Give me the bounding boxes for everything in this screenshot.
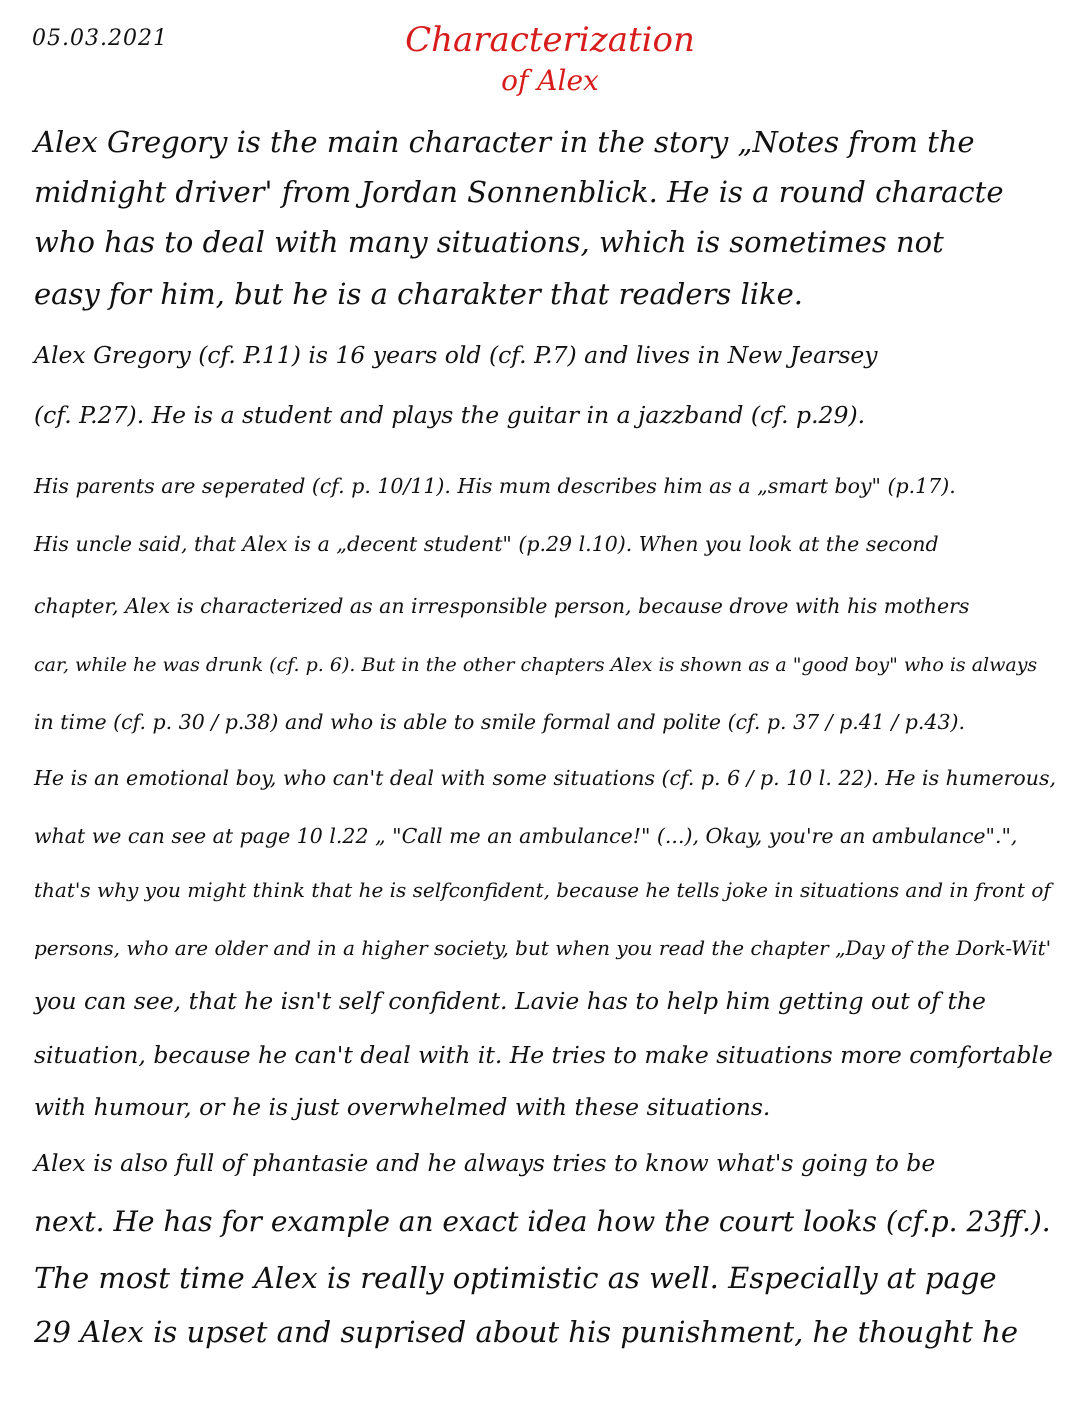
text-line: Alex Gregory (cf. P.11) is 16 years old (cf. P.7) and lives in New Jearsey (34, 341, 878, 369)
text-line: (cf. P.27). He is a student and plays the guitar in a jazzband (cf. p.29). (34, 401, 866, 429)
text-line: The most time Alex is really optimistic as well. Especially at page (34, 1261, 997, 1295)
text-line: chapter, Alex is characterized as an irresponsible person, because drove with his mothers (34, 594, 970, 618)
text-line: in time (cf. p. 30 / p.38) and who is able to smile formal and polite (cf. p. 37 / p.41 / p.43). (34, 710, 966, 734)
date: 05.03.2021 (32, 26, 168, 51)
text-line: easy for him, but he is a charakter that readers like. (34, 277, 803, 311)
text-line: His uncle said, that Alex is a „decent student" (p.29 l.10). When you look at the second (34, 532, 939, 556)
page-title: Characterization (405, 20, 695, 60)
text-line: He is an emotional boy, who can't deal with some situations (cf. p. 6 / p. 10 l. 22). He is humerous, (34, 766, 1056, 790)
text-line: that's why you might think that he is selfconfident, because he tells joke in situations and in front of (34, 878, 1051, 902)
text-line: 29 Alex is upset and suprised about his punishment, he thought he (34, 1315, 1019, 1349)
text-line: who has to deal with many situations, which is sometimes not (34, 225, 944, 259)
text-line: with humour, or he is just overwhelmed with these situations. (34, 1093, 771, 1121)
page-subtitle: of Alex (501, 64, 599, 97)
text-line: what we can see at page 10 l.22 „ "Call me an ambulance!" (...), Okay, you're an ambulance".", (34, 824, 1018, 848)
text-line: car, while he was drunk (cf. p. 6). But in the other chapters Alex is shown as a "good boy" who is always (34, 654, 1038, 676)
text-line: Alex Gregory is the main character in the story „Notes from the (34, 125, 975, 159)
text-line: Alex is also full of phantasie and he always tries to know what's going to be (34, 1149, 936, 1177)
text-line: persons, who are older and in a higher society, but when you read the chapter „Day of the Dork-Wit' (34, 936, 1052, 960)
text-line: situation, because he can't deal with it. He tries to make situations more comfortable (34, 1041, 1053, 1069)
text-line: next. He has for example an exact idea how the court looks (cf.p. 23ff.). (34, 1205, 1051, 1238)
text-line: His parents are seperated (cf. p. 10/11). His mum describes him as a „smart boy" (p.17). (34, 474, 956, 498)
text-line: you can see, that he isn't self confident. Lavie has to help him getting out of the (34, 987, 986, 1015)
text-line: midnight driver' from Jordan Sonnenblick. He is a round characte (34, 175, 1004, 209)
